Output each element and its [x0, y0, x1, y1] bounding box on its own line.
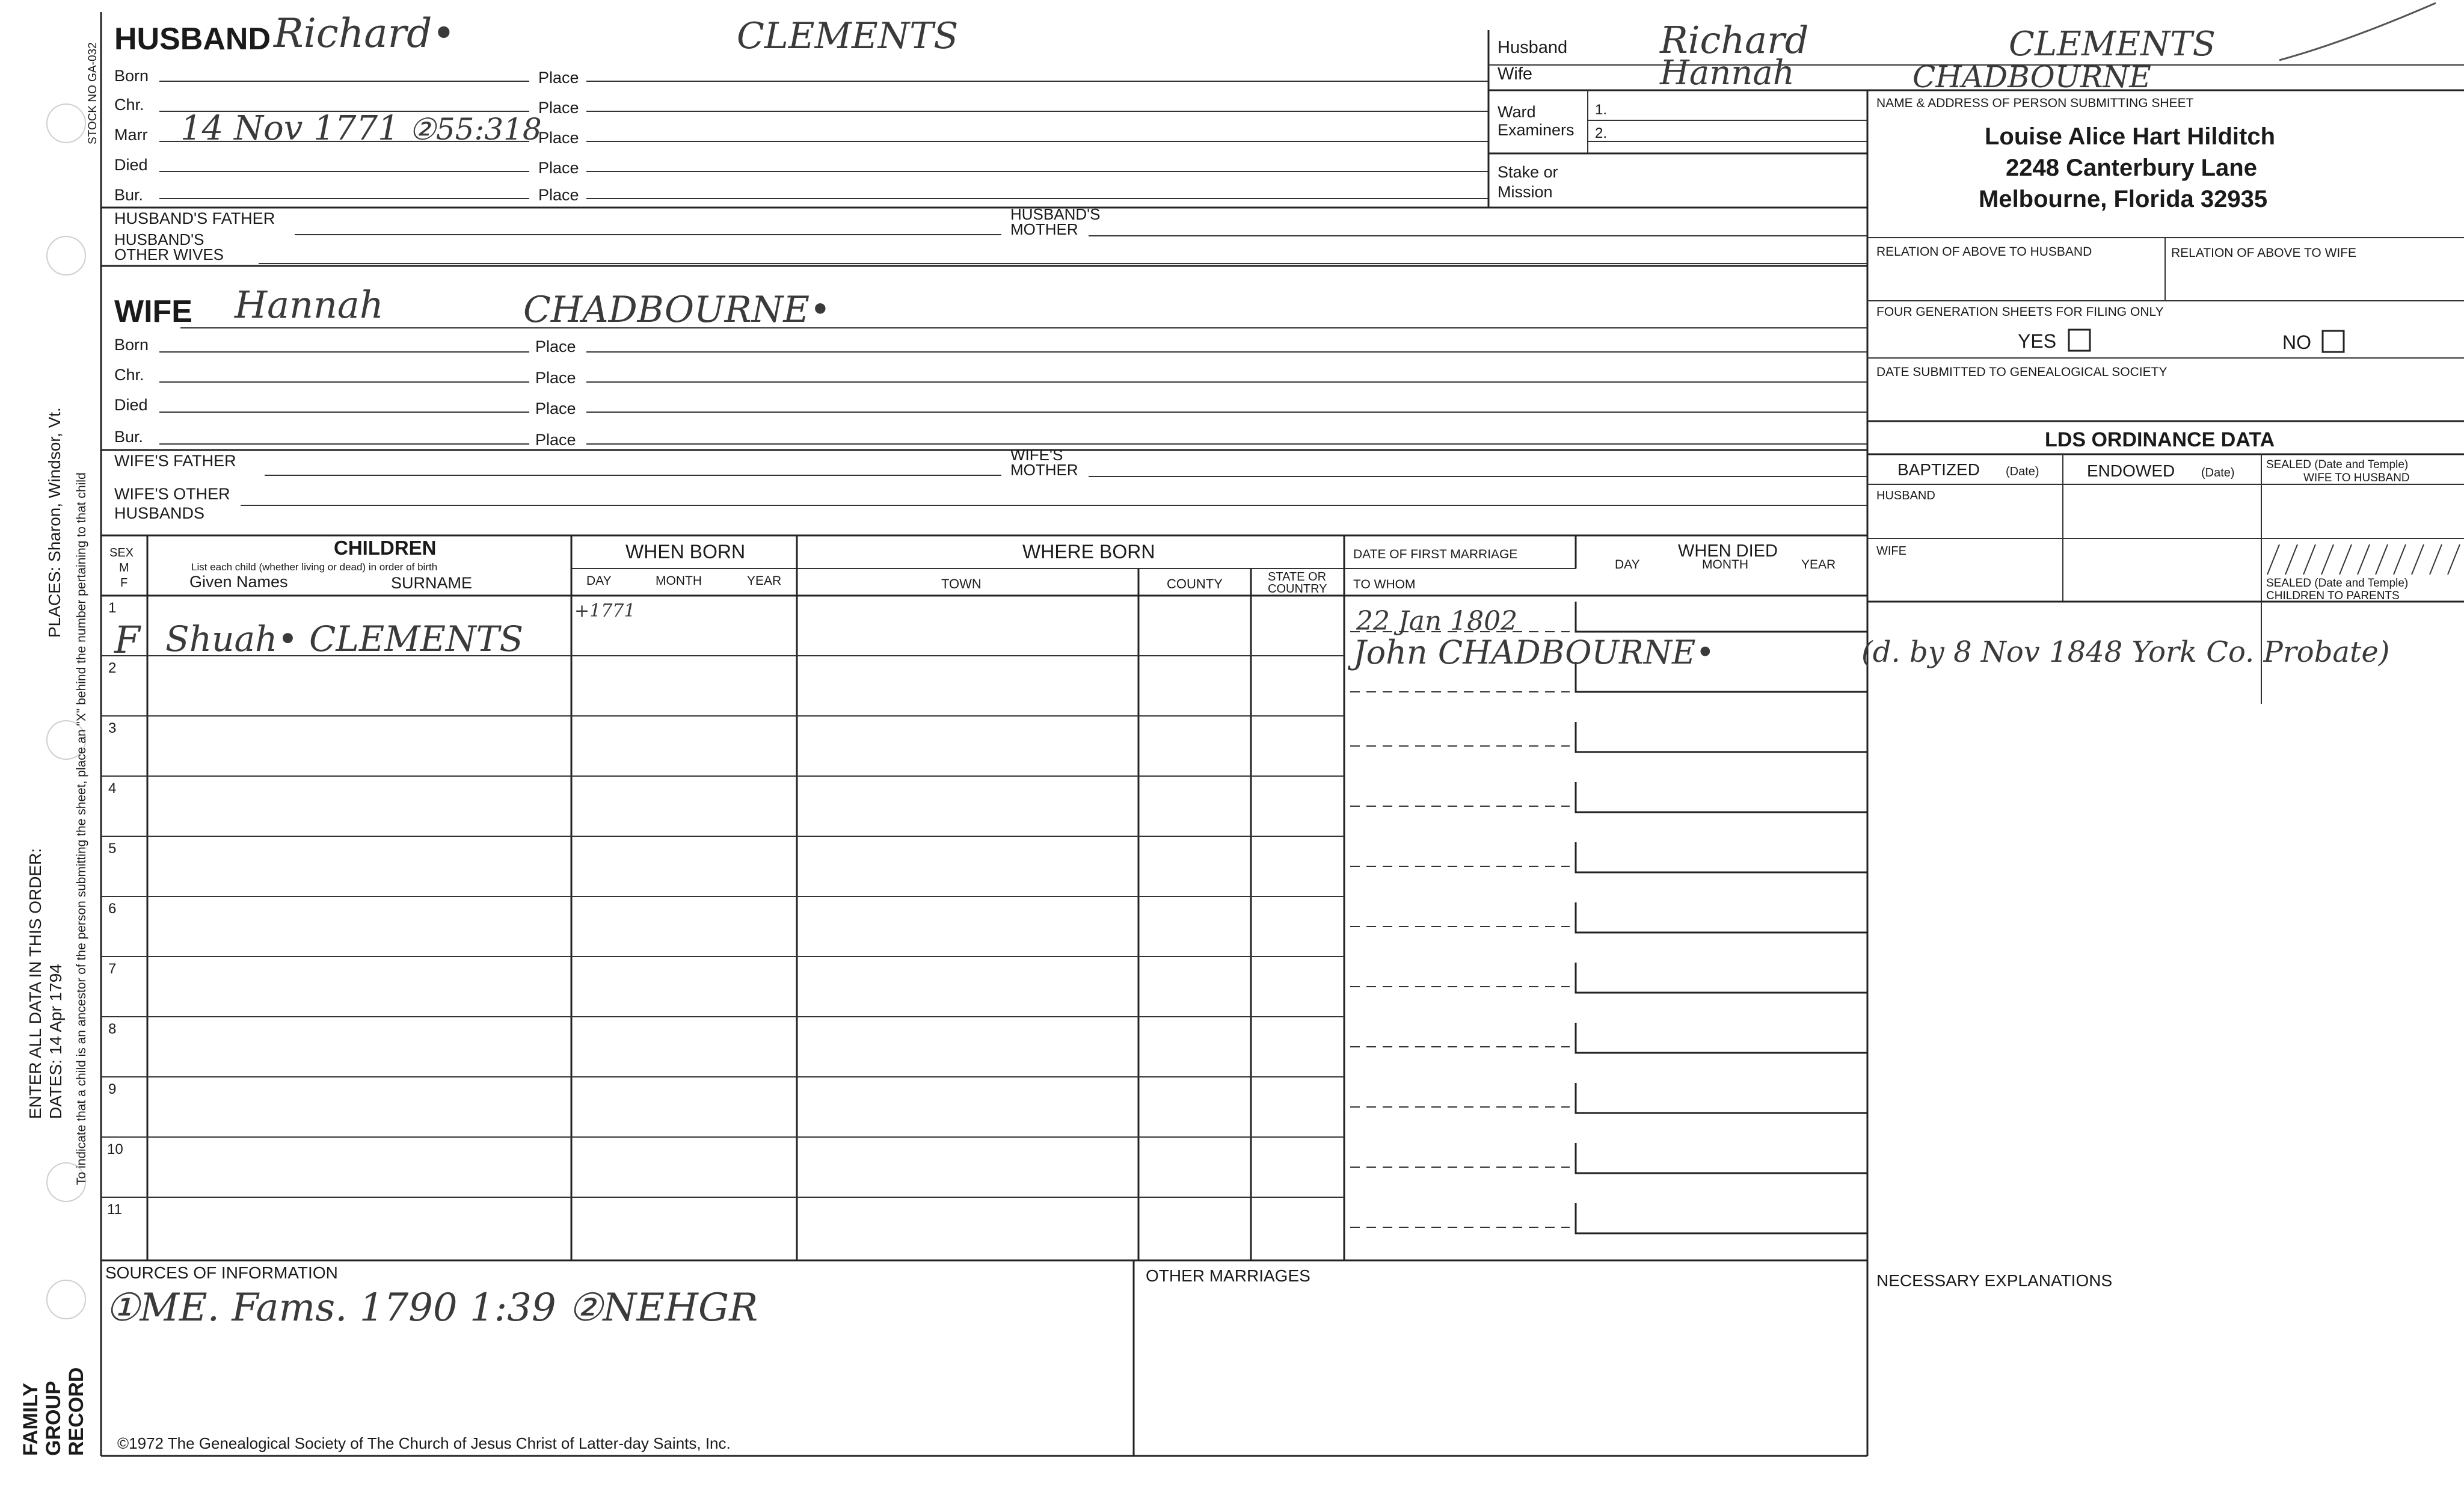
submitter-name: Louise Alice Hart Hilditch — [1985, 123, 2276, 150]
four-gen-no-label: NO — [2282, 331, 2311, 353]
child-1-born[interactable]: +1771 — [574, 600, 636, 621]
examiners-label: Examiners — [1498, 121, 1575, 139]
four-gen-yes-label: YES — [2018, 330, 2057, 352]
sealed-children-label-2: CHILDREN TO PARENTS — [2266, 590, 2400, 602]
record-title-group: GROUP — [42, 1381, 65, 1456]
row-number-6: 6 — [108, 901, 117, 917]
child-1-spouse[interactable]: John CHADBOURNE• — [1353, 633, 1715, 671]
wife-heading: WIFE — [114, 294, 192, 329]
wife-died-place-label: Place — [535, 399, 576, 418]
wife-died-label: Died — [114, 396, 148, 414]
sources-label: SOURCES OF INFORMATION — [105, 1263, 338, 1282]
husband-other-wives-label-2: OTHER WIVES — [114, 245, 224, 264]
child-1-death-note[interactable]: (d. by 8 Nov 1848 York Co. Probate) — [1861, 635, 2390, 669]
born-month-header: MONTH — [656, 574, 702, 588]
children-instruction: List each child (whether living or dead) in order of birth — [191, 561, 438, 573]
row-number-2: 2 — [108, 660, 117, 676]
wife-surname[interactable]: CHADBOURNE• — [523, 289, 831, 331]
wife-chr-place-label: Place — [535, 369, 576, 387]
wife-chr-label: Chr. — [114, 366, 144, 384]
surname-header: SURNAME — [391, 574, 473, 592]
state-header-2: COUNTRY — [1268, 582, 1327, 596]
husband-marriage-date[interactable]: 14 Nov 1771 — [180, 109, 399, 148]
state-header-1: STATE OR — [1268, 570, 1327, 584]
children-title: CHILDREN — [334, 537, 437, 559]
lds-ordinance-title: LDS ORDINANCE DATA — [2045, 428, 2275, 451]
baptized-date-note: (Date) — [2006, 465, 2039, 478]
husband-other-wives-label-1: HUSBAND'S — [114, 230, 204, 248]
row-number-1: 1 — [108, 600, 117, 616]
sealed-wife-label-2: WIFE TO HUSBAND — [2303, 472, 2410, 484]
husband-chr-label: Chr. — [114, 96, 144, 114]
when-born-header: WHEN BORN — [625, 541, 746, 563]
row-number-7: 7 — [108, 961, 117, 977]
header-husband-name[interactable]: Richard — [1660, 18, 1809, 62]
row-number-10: 10 — [107, 1141, 123, 1158]
row-number-8: 8 — [108, 1021, 117, 1037]
husband-mother-label-1: HUSBAND'S — [1010, 205, 1101, 223]
husband-mother-label-2: MOTHER — [1010, 220, 1078, 238]
baptized-label: BAPTIZED — [1897, 460, 1980, 479]
sealed-wife-label-1: SEALED (Date and Temple) — [2266, 458, 2409, 471]
wife-other-husbands-label-1: WIFE'S OTHER — [114, 485, 230, 503]
where-born-header: WHERE BORN — [1022, 541, 1155, 563]
sex-header: SEX — [109, 546, 134, 560]
stock-number: STOCK NO GA-032 — [87, 42, 99, 144]
copyright-notice: ©1972 The Genealogical Society of The Church of Jesus Christ of Latter-day Saints, Inc. — [117, 1434, 731, 1452]
husband-heading: HUSBAND — [114, 22, 271, 57]
endowed-label: ENDOWED — [2087, 461, 2175, 480]
husband-died-label: Died — [114, 156, 148, 174]
first-marriage-header: DATE OF FIRST MARRIAGE — [1353, 547, 1518, 561]
dates-format-note: DATES: 14 Apr 1794 — [46, 964, 65, 1119]
wife-father-label: WIFE'S FATHER — [114, 452, 236, 470]
wife-bur-place-label: Place — [535, 431, 576, 449]
record-title-record: RECORD — [65, 1367, 88, 1456]
husband-born-place-label: Place — [538, 69, 579, 87]
row-number-4: 4 — [108, 780, 117, 797]
marriage-date-lines — [1350, 632, 1570, 1227]
husband-marr-place-label: Place — [538, 129, 579, 147]
wife-other-husbands-label-2: HUSBANDS — [114, 504, 205, 522]
record-title-family: FAMILY — [19, 1383, 42, 1456]
other-marriages-label: OTHER MARRIAGES — [1146, 1266, 1310, 1285]
header-wife-surname[interactable]: CHADBOURNE — [1913, 60, 2151, 94]
ward-label: Ward — [1498, 103, 1536, 121]
husband-marriage-reference[interactable]: ②55:318 — [409, 112, 542, 147]
wife-mother-label-2: MOTHER — [1010, 461, 1078, 479]
header-husband-surname[interactable]: CLEMENTS — [2009, 25, 2216, 64]
wife-born-place-label: Place — [535, 338, 576, 356]
husband-died-place-label: Place — [538, 159, 579, 177]
stake-label: Stake or — [1498, 163, 1558, 181]
husband-father-label: HUSBAND'S FATHER — [114, 209, 275, 227]
four-gen-no-checkbox[interactable] — [2323, 331, 2344, 352]
submitter-street: 2248 Canterbury Lane — [2006, 155, 2257, 181]
born-year-header: YEAR — [747, 574, 782, 588]
child-1-sex[interactable]: F — [114, 618, 141, 662]
sealed-hatch — [2267, 544, 2460, 575]
husband-bur-place-label: Place — [538, 186, 579, 204]
town-header: TOWN — [941, 576, 982, 591]
submitter-label: NAME & ADDRESS OF PERSON SUBMITTING SHEET — [1876, 96, 2194, 110]
row-number-5: 5 — [108, 840, 117, 857]
given-names-header: Given Names — [189, 573, 288, 591]
child-1-name[interactable]: Shuah• CLEMENTS — [165, 618, 524, 659]
county-header: COUNTY — [1167, 576, 1223, 591]
form-grid — [101, 3, 2464, 1456]
sex-f-header: F — [120, 576, 128, 590]
date-submitted-label: DATE SUBMITTED TO GENEALOGICAL SOCIETY — [1876, 365, 2168, 379]
lds-wife-row-label: WIFE — [1876, 544, 1906, 558]
wife-mother-label-1: WIFE'S — [1010, 446, 1063, 464]
husband-marr-label: Marr — [114, 126, 148, 144]
died-year-header: YEAR — [1801, 558, 1836, 572]
places-note: PLACES: Sharon, Windsor, Vt. — [45, 407, 64, 638]
husband-born-label: Born — [114, 67, 149, 85]
to-whom-header: TO WHOM — [1353, 578, 1416, 591]
died-date-boxes — [1576, 602, 1867, 1233]
sources-value[interactable]: ①ME. Fams. 1790 1:39 ②NEHGR — [105, 1286, 758, 1330]
husband-surname[interactable]: CLEMENTS — [737, 15, 959, 57]
row-number-3: 3 — [108, 720, 117, 736]
wife-born-label: Born — [114, 336, 149, 354]
sealed-children-label-1: SEALED (Date and Temple) — [2266, 577, 2409, 590]
husband-given-name[interactable]: Richard• — [274, 10, 456, 57]
wife-given-name[interactable]: Hannah — [235, 283, 384, 327]
husband-bur-label: Bur. — [114, 186, 144, 204]
when-died-header: WHEN DIED — [1678, 541, 1778, 561]
died-month-header: MONTH — [1702, 558, 1748, 572]
necessary-explanations-label: NECESSARY EXPLANATIONS — [1876, 1271, 2113, 1290]
lds-husband-row-label: HUSBAND — [1876, 489, 1935, 502]
endowed-date-note: (Date) — [2201, 466, 2235, 479]
husband-chr-place-label: Place — [538, 99, 579, 117]
ancestor-instruction: To indicate that a child is an ancestor of the person submitting the sheet, place an "X" behind the number pertaining to that child — [75, 472, 88, 1185]
four-gen-yes-checkbox[interactable] — [2069, 330, 2090, 351]
header-husband-label: Husband — [1498, 38, 1568, 57]
mission-label: Mission — [1498, 183, 1553, 201]
wife-bur-label: Bur. — [114, 428, 144, 446]
four-generation-label: FOUR GENERATION SHEETS FOR FILING ONLY — [1876, 305, 2164, 319]
examiner-1-number: 1. — [1595, 102, 1608, 118]
child-1-marriage-date[interactable]: 22 Jan 1802 — [1356, 606, 1518, 637]
relation-to-husband-label: RELATION OF ABOVE TO HUSBAND — [1876, 245, 2092, 259]
row-number-9: 9 — [108, 1081, 117, 1097]
sex-m-header: M — [119, 561, 129, 575]
died-day-header: DAY — [1615, 558, 1640, 572]
row-number-11: 11 — [107, 1201, 122, 1218]
header-wife-label: Wife — [1498, 64, 1532, 84]
born-day-header: DAY — [586, 574, 612, 588]
enter-all-data-label: ENTER ALL DATA IN THIS ORDER: — [26, 848, 45, 1119]
child-row-numbers — [107, 600, 123, 1218]
header-wife-name[interactable]: Hannah — [1660, 54, 1795, 93]
examiner-2-number: 2. — [1595, 125, 1608, 141]
submitter-city: Melbourne, Florida 32935 — [1979, 186, 2268, 212]
relation-to-wife-label: RELATION OF ABOVE TO WIFE — [2171, 246, 2357, 260]
